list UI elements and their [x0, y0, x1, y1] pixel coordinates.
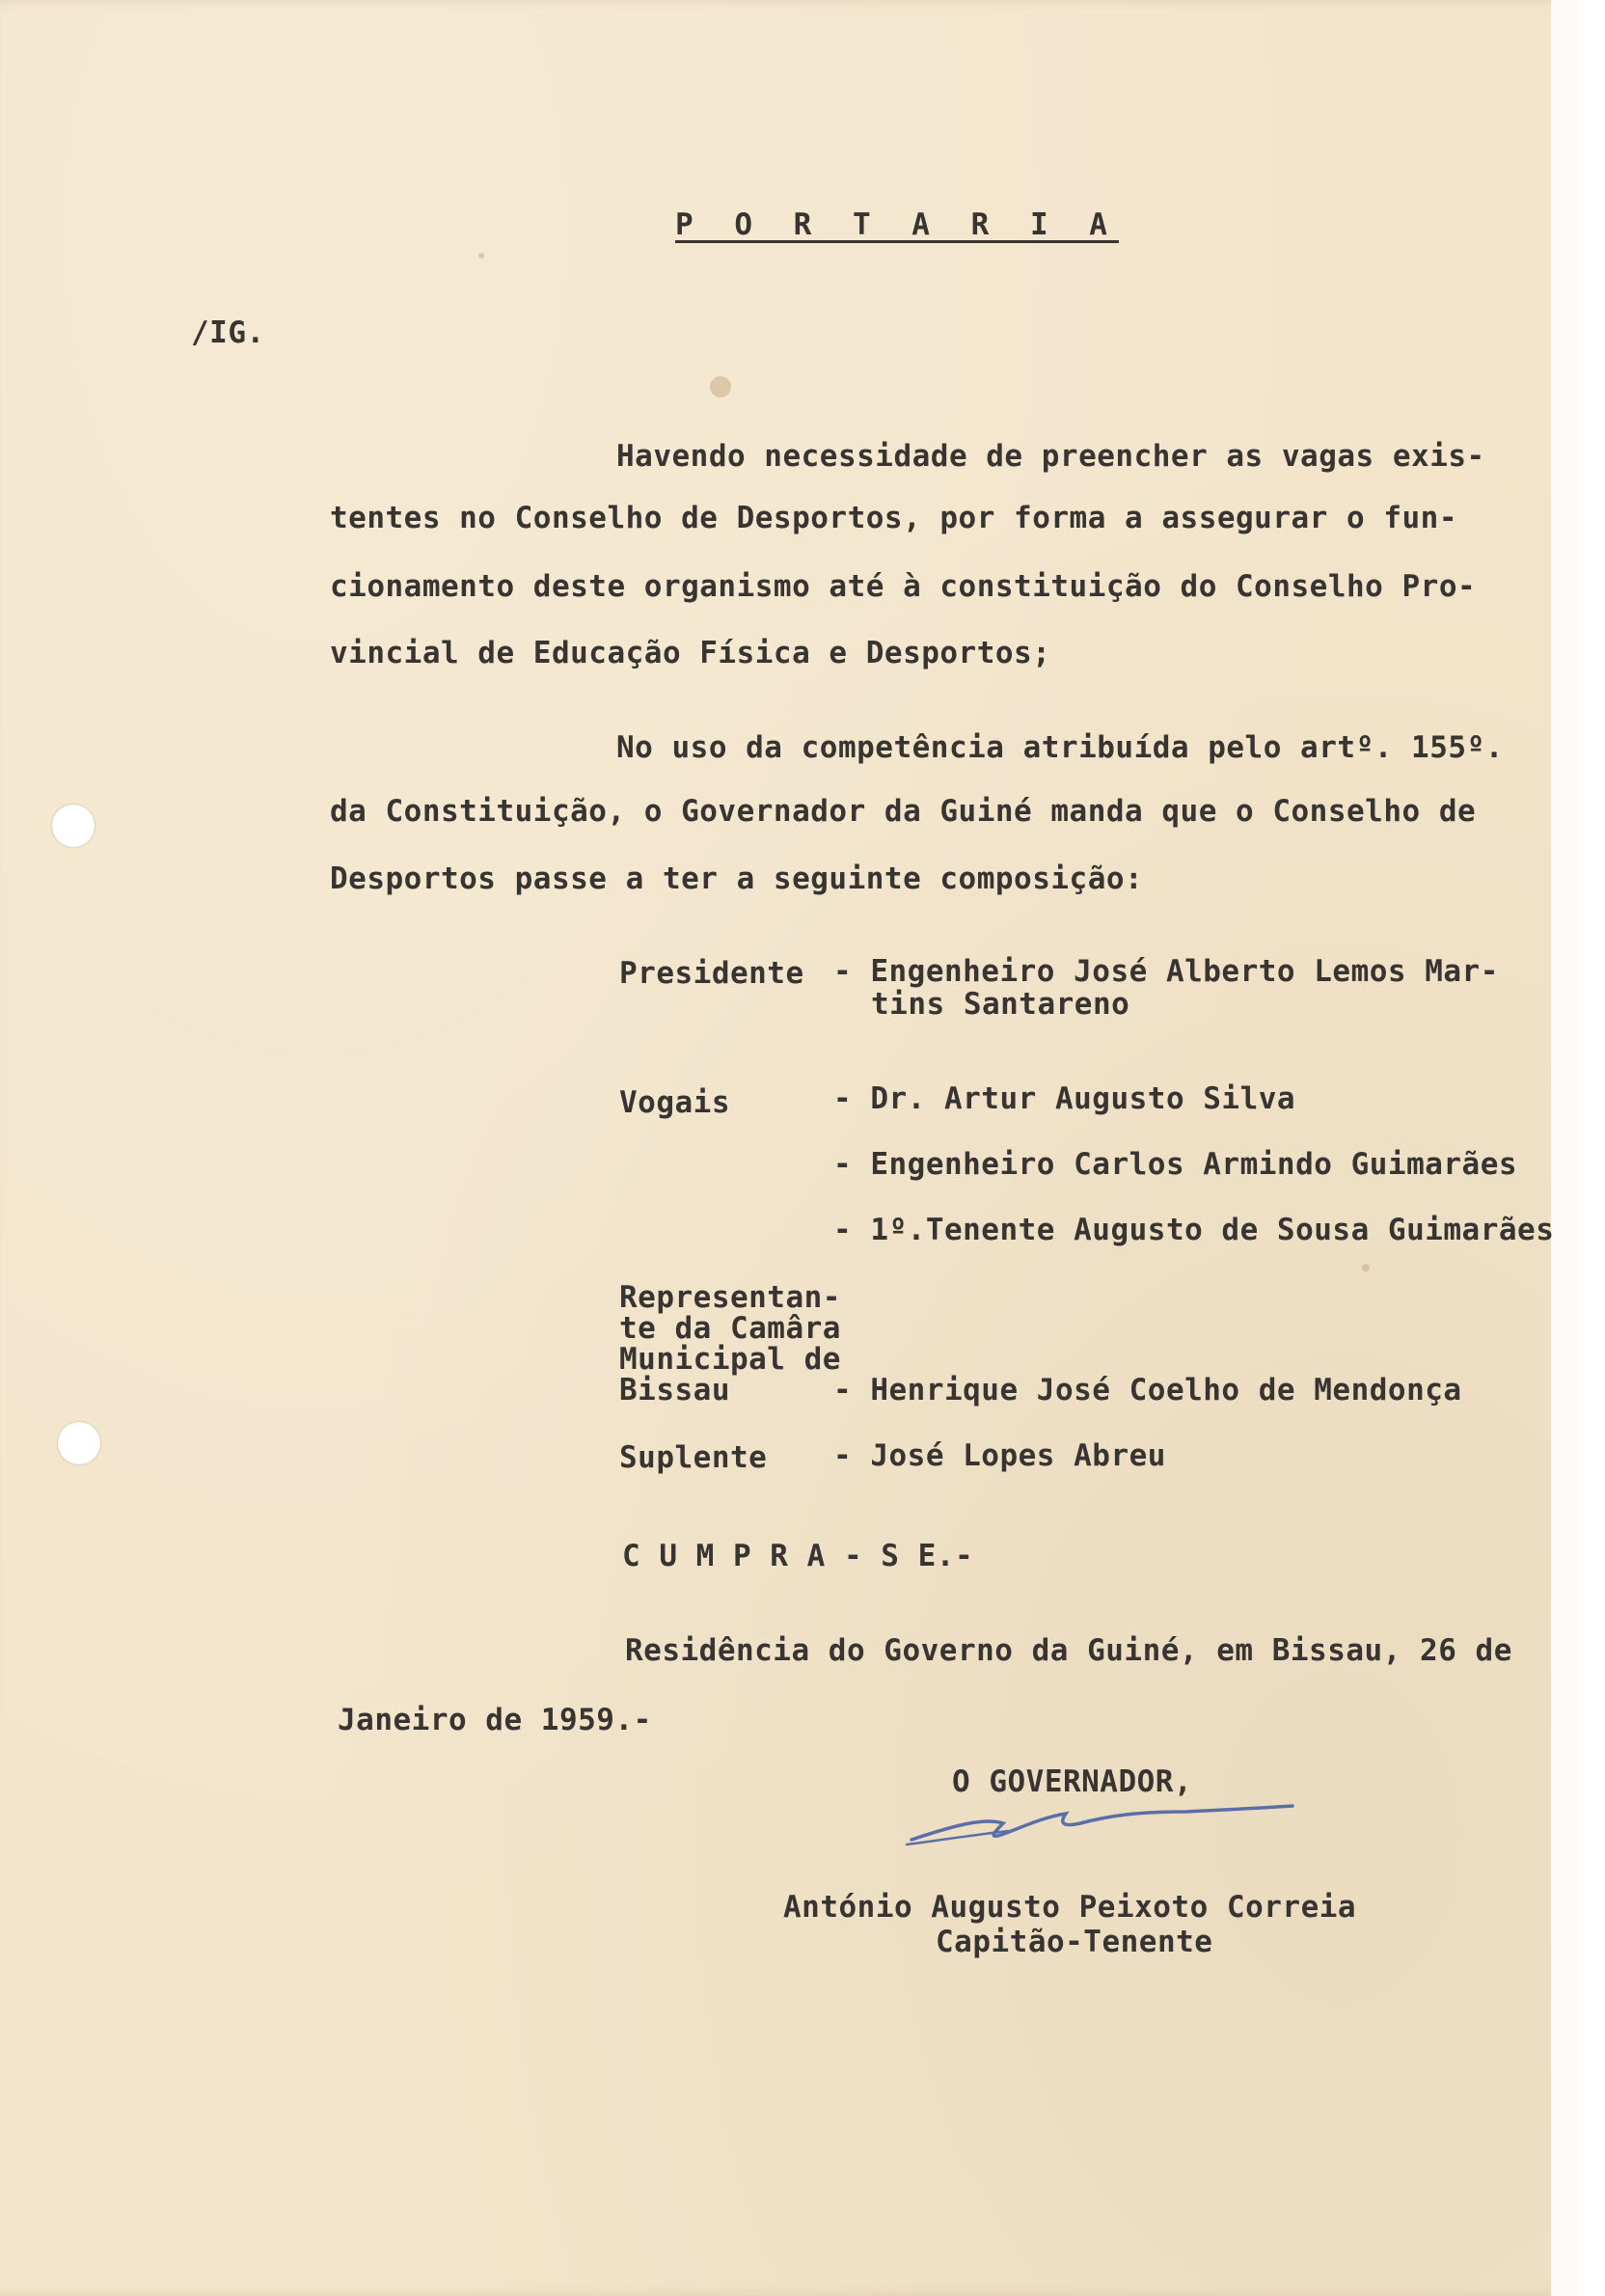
representative-label: Bissau — [619, 1373, 730, 1408]
vogal-member: - Engenheiro Carlos Armindo Guimarães — [833, 1147, 1518, 1182]
suplente-name: - José Lopes Abreu — [833, 1438, 1166, 1473]
president-name-cont: tins Santareno — [871, 987, 1130, 1022]
punch-hole-top — [52, 805, 95, 847]
residence-line: Residência do Governo da Guiné, em Bissau, 26 de — [625, 1633, 1512, 1668]
governor-title: O GOVERNADOR, — [952, 1764, 1193, 1799]
paper-stain — [1362, 1264, 1370, 1271]
suplente-label: Suplente — [619, 1440, 768, 1475]
governor-name: António Augusto Peixoto Correia — [783, 1890, 1357, 1925]
president-name: - Engenheiro José Alberto Lemos Mar- — [833, 954, 1499, 989]
handwritten-signature — [897, 1796, 1302, 1864]
cumpra-se: C U M P R A - S E.- — [622, 1539, 974, 1573]
representative-label: te da Camâra — [619, 1311, 841, 1346]
punch-hole-bottom — [58, 1422, 100, 1464]
representative-label: Representan- — [619, 1280, 841, 1315]
paragraph-1-line: Havendo necessidade de preencher as vagas exis- — [616, 439, 1485, 474]
president-label: Presidente — [619, 956, 804, 991]
governor-rank: Capitão-Tenente — [936, 1925, 1213, 1959]
representative-name: - Henrique José Coelho de Mendonça — [833, 1373, 1462, 1408]
reference-code: /IG. — [191, 315, 265, 350]
paragraph-2-line: No uso da competência atribuída pelo artº. 155º. — [616, 730, 1504, 765]
paragraph-1-line: tentes no Conselho de Desportos, por forma a assegurar o fun- — [330, 501, 1457, 535]
vogais-label: Vogais — [619, 1085, 730, 1120]
paragraph-1-line: vincial de Educação Física e Desportos; — [330, 636, 1051, 670]
paper-stain — [710, 376, 731, 397]
vogal-member: - Dr. Artur Augusto Silva — [833, 1081, 1296, 1116]
date-line: Janeiro de 1959.- — [338, 1703, 652, 1737]
paragraph-1-line: cionamento deste organismo até à constituição do Conselho Pro- — [330, 569, 1477, 604]
representative-label: Municipal de — [619, 1342, 841, 1377]
document-title: P O R T A R I A — [675, 207, 1119, 242]
paper-stain — [478, 253, 484, 259]
scan-edge — [1551, 0, 1578, 2296]
vogal-member: - 1º.Tenente Augusto de Sousa Guimarães — [833, 1213, 1555, 1247]
paragraph-2-line: da Constituição, o Governador da Guiné manda que o Conselho de — [330, 794, 1477, 829]
paragraph-2-line: Desportos passe a ter a seguinte composição: — [330, 861, 1144, 896]
